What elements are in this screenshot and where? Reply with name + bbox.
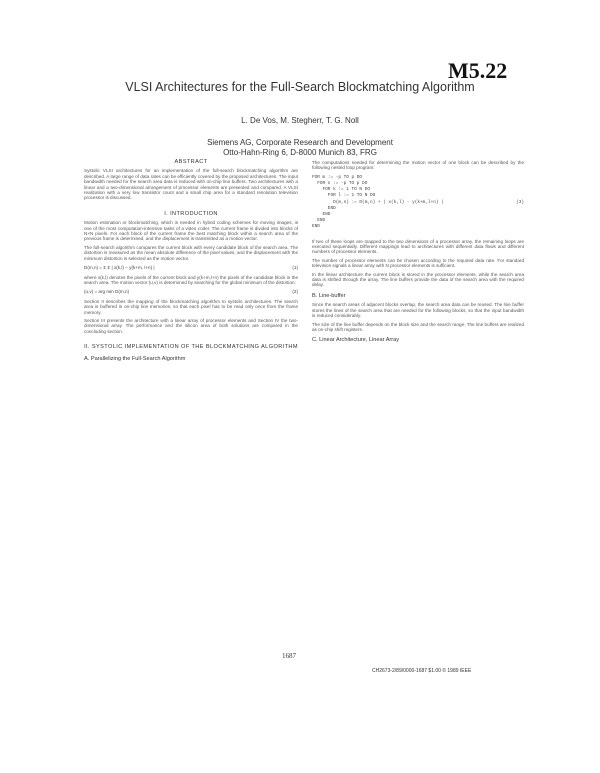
right-paragraph: In the linear architecture the current block is stored in the processor elements, while the search area data is shifted through the array. The line buffers provide the data of the search area with the required delay. <box>312 271 524 288</box>
session-code: M5.22 <box>448 58 508 83</box>
affiliation-line-2: Otto-Hahn-Ring 6, D-8000 Munich 83, FRG <box>223 148 377 157</box>
left-column <box>84 160 298 365</box>
equation-1 <box>84 265 298 270</box>
subsection-b-heading: B. Line-buffer <box>312 292 346 299</box>
intro-paragraph: Motion estimation or blockmatching, which is needed in hybrid coding schemes for moving images, is one of the most computation-intensive tasks of a video coder. The current frame is divided into blocks of N×N pixels. For each block of the current frame the best matching block within a search area of the previous frame is determined, and the displacement is transmitted as a motion vector. <box>84 220 298 242</box>
code-line: FOR m := -p TO p DO <box>312 174 363 180</box>
loop-program <box>312 175 524 231</box>
equation-1-number: (1) <box>292 265 298 271</box>
code-line: FOR n := -p TO p DO <box>312 181 368 187</box>
abstract-heading: ABSTRACT <box>174 159 208 165</box>
code-line: D(m,n) := D(m,n) + | x(k,l) - y(k+m,l+n) | <box>312 199 444 205</box>
section-2a-heading: A. Parallelizing the Full-Search Algorithm <box>84 355 186 362</box>
abstract-text: Systolic VLSI architectures for an implementation of the full-search blockmatching algorithm are described. A large range of data rates can be efficiently covered by the proposed architectures. The input bandwidth needed for the search area data is reduced with on-chip line buffers. Two architectures with a linear and a two-dimensional arrangement of processor elements are presented and compared. A VLSI realization with a very low transistor count and a small chip area for a standard resolution television processor is discussed. <box>84 168 298 201</box>
right-column <box>312 160 524 347</box>
right-paragraph: If two of these loops are mapped to the two dimensions of a processor array, the remaining loops are executed sequentially. Different mappings lead to architectures with different data flows and different numbers of processor elements. <box>312 238 524 255</box>
authors: L. De Vos, M. Stegherr, T. G. Noll <box>241 116 359 125</box>
equation-2 <box>84 289 298 294</box>
right-intro: The computations needed for determining the motion vector of one block can be described by the following nested loop program: <box>312 160 524 171</box>
footer-copyright-code: CH2673-2/89/0000-1687 $1.00 © 1989 IEEE <box>372 668 472 674</box>
right-paragraph: The number of processor elements can be chosen according to the required data rate. For standard television signals a linear array with N processor elements is sufficient. <box>312 257 524 269</box>
subsection-b-paragraph: The size of the line buffer depends on the block size and the search range. The line buffers are realized as on-chip shift registers. <box>312 321 524 332</box>
equation-3-number: (3) <box>516 199 524 205</box>
equation-2-text: (u,v) = arg min D(m,n) <box>84 289 130 295</box>
body-paragraph: Section III presents the architecture with a linear array of processor elements and Section IV the two-dimensional array. The performance and the silicon area of both solutions are compared in the concluding section. <box>84 317 298 334</box>
paper-title: VLSI Architectures for the Full-Search Blockmatching Algorithm <box>125 80 475 94</box>
equation-1-text: D(m,n) = Σ Σ | x(k,l) − y(k+m, l+n) | <box>84 265 155 271</box>
code-line: FOR k := 1 TO N DO <box>312 187 370 193</box>
section-2-heading: II. SYSTOLIC IMPLEMENTATION OF THE BLOCKMATCHING ALGORITHM <box>84 344 298 351</box>
code-line: END <box>312 212 331 218</box>
subsection-c-heading: C. Linear Architecture, Linear Array <box>312 337 400 344</box>
code-line: END <box>312 224 320 230</box>
intro-paragraph: The full-search algorithm compares the current block with every candidate block of the search area. The distortion is measured as the mean absolute difference of the pixel values, and the displacement with the minimum distortion is selected as the motion vector. <box>84 244 298 261</box>
page-number: 1687 <box>282 652 296 660</box>
code-line: END <box>312 218 326 224</box>
equation-2-number: (2) <box>292 289 298 295</box>
subsection-b-paragraph: Since the search areas of adjacent blocks overlap, the search area data can be reused. The line buffer stores the lines of the search area that are needed for the following blocks, so that the input bandwidth is reduced considerably. <box>312 302 524 319</box>
body-paragraph: Section II describes the mapping of the blockmatching algorithm to systolic architectures. The search area is buffered in on-chip line memories, so that each pixel has to be read only once from the frame memory. <box>84 298 298 315</box>
mid-paragraph: where x(k,l) denotes the pixels of the current block and y(k+m,l+n) the pixels of the candidate block in the search area. The motion vector (u,v) is determined by searching for the global minimum of the distortion: <box>84 274 298 285</box>
introduction-heading: I. INTRODUCTION <box>164 210 218 217</box>
code-line: FOR l := 1 TO N DO <box>312 193 376 199</box>
code-line: END <box>312 205 336 211</box>
affiliation-line-1: Siemens AG, Corporate Research and Development <box>207 138 393 147</box>
